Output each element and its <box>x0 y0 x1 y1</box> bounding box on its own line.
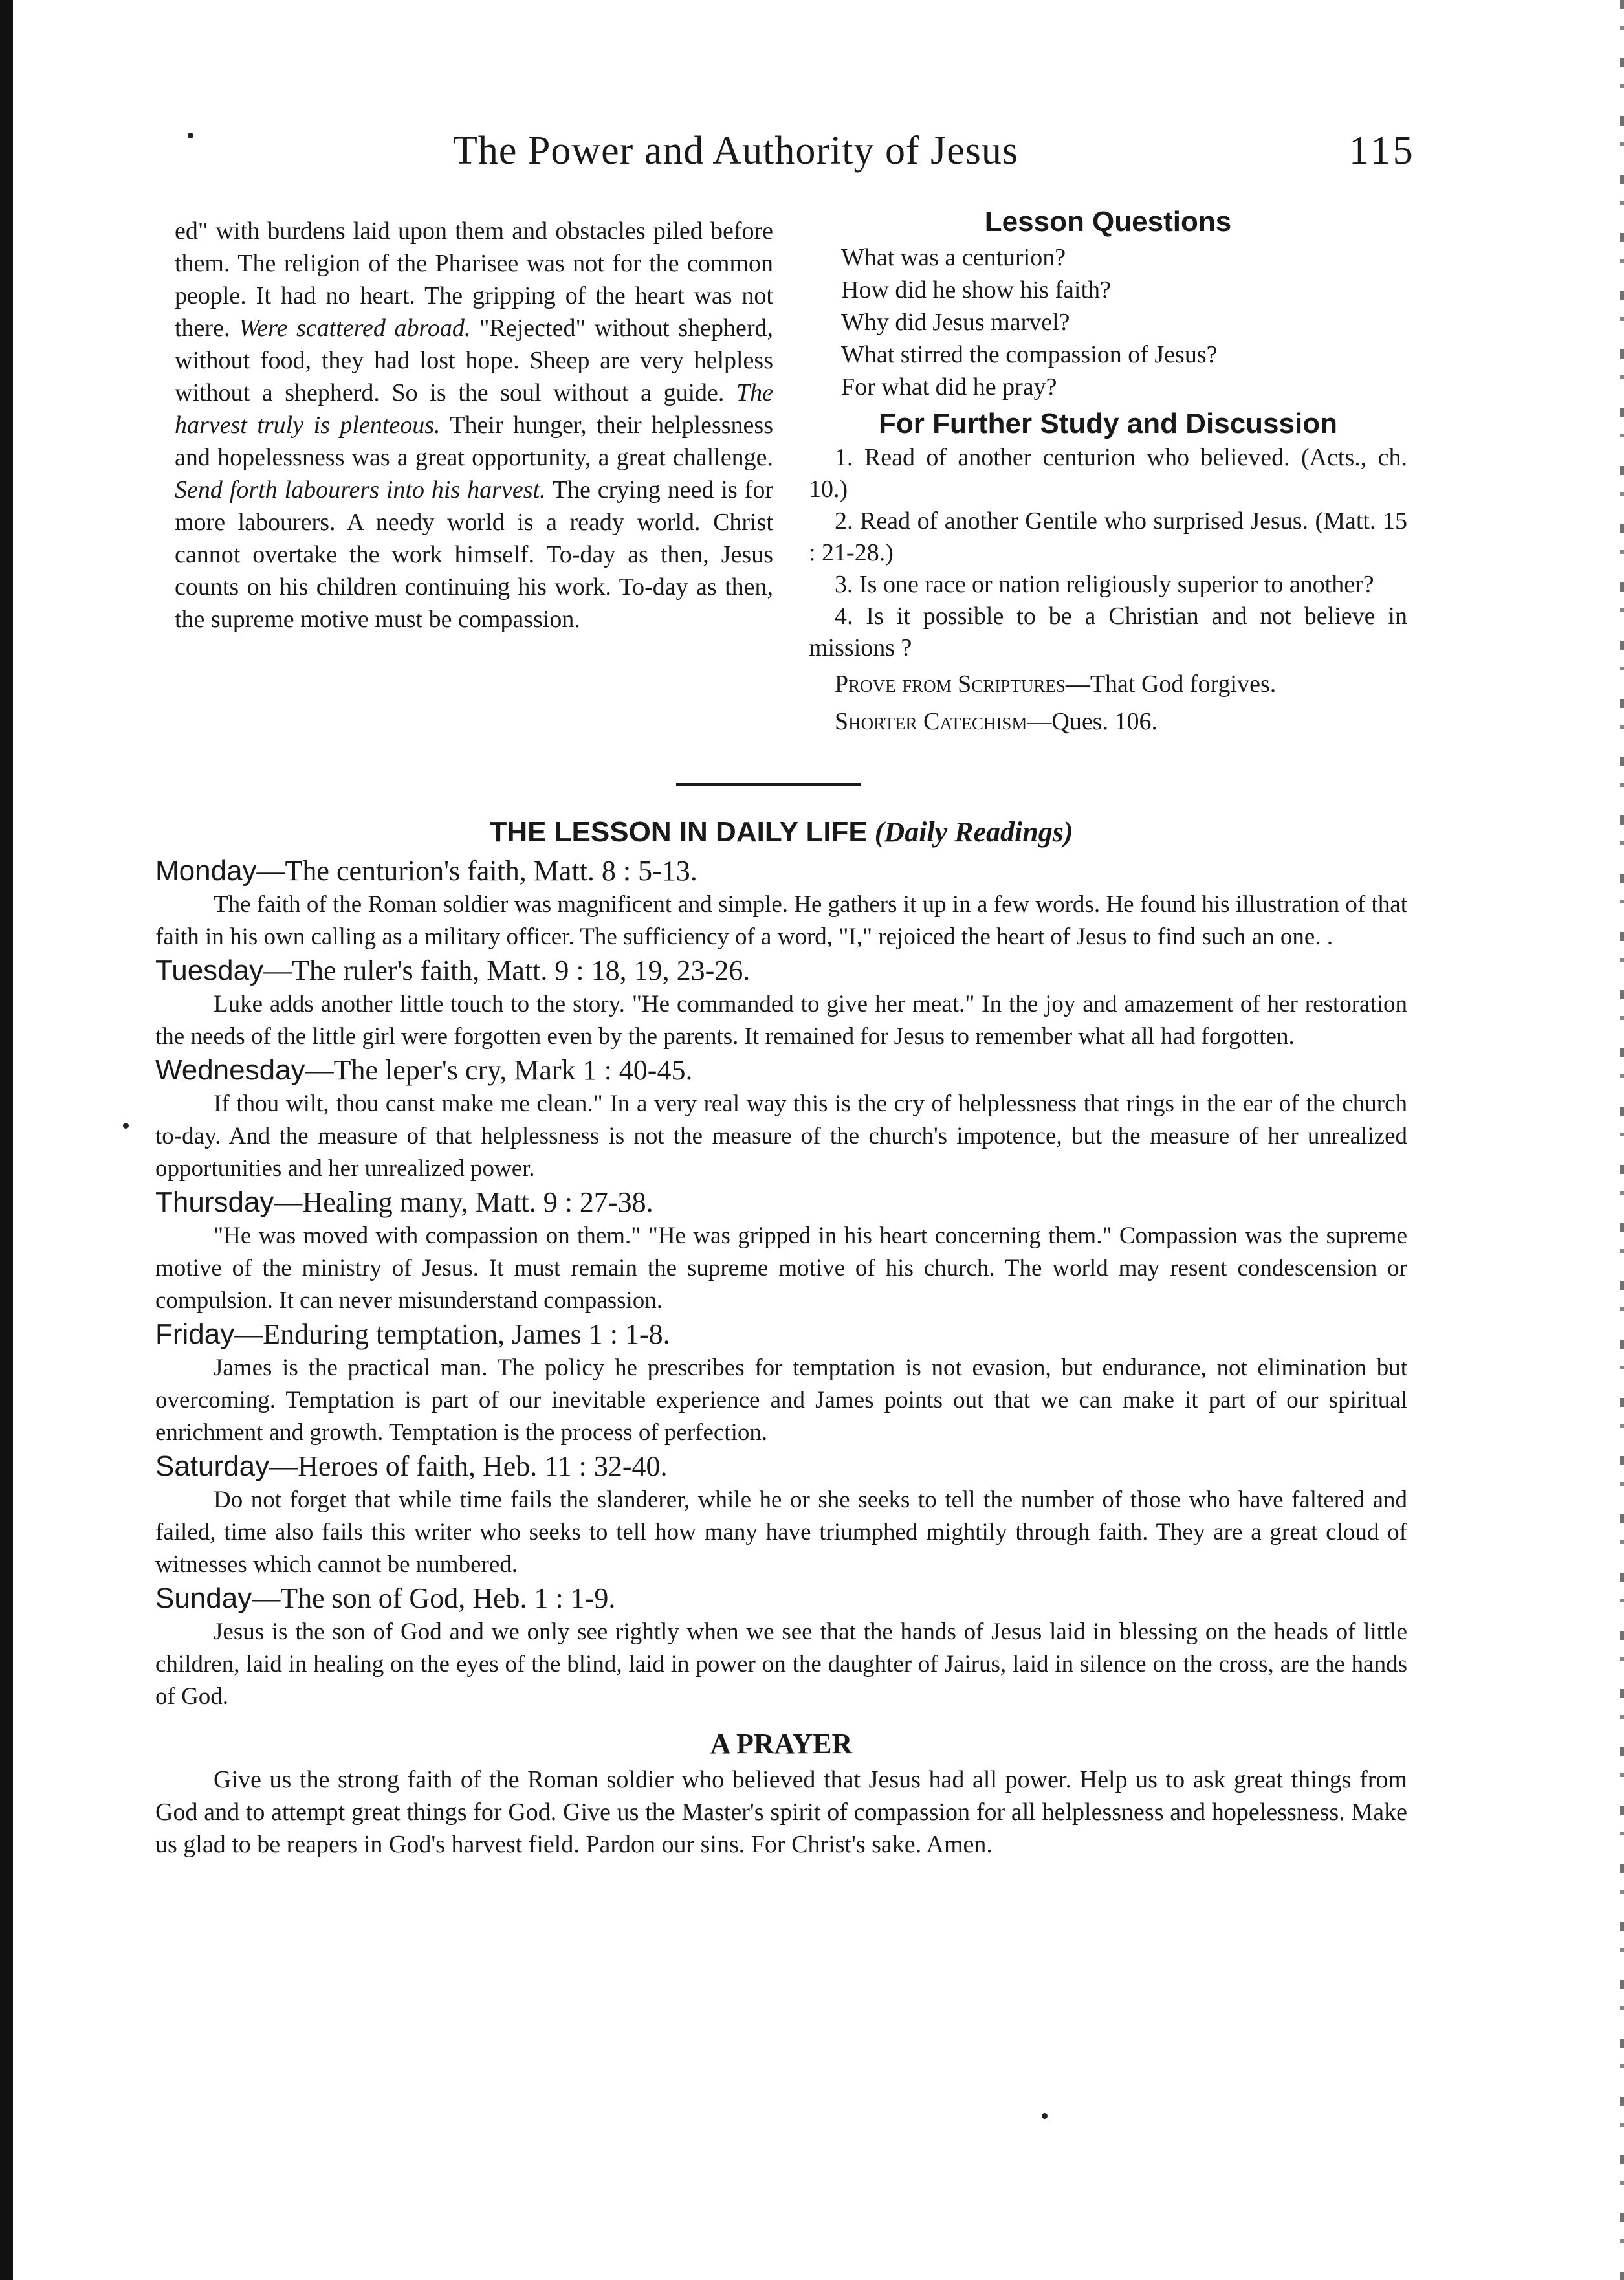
section-divider <box>676 783 861 786</box>
prayer-heading: A PRAYER <box>710 1728 853 1760</box>
catechism-text: —Ques. 106. <box>1027 708 1158 735</box>
scan-speck <box>123 1123 129 1129</box>
reading-text: Jesus is the son of God and we only see rightly when we see that the hands of Jesus laid in blessing on the heads of little children, laid in healing on the eyes of the blind, laid in power on the daughter of Jairus, laid in silence on the cross, are the hands of God. <box>155 1619 1407 1710</box>
reading-text: Luke adds another little touch to the story. "He commanded to give her meat." In the joy and amazement of her restoration the needs of the little girl were forgotten even by the parents. It remained for Jesus to remember what all had forgotten. <box>155 991 1407 1050</box>
daily-heading-main: THE LESSON IN DAILY LIFE <box>489 816 868 848</box>
lesson-questions-heading: Lesson Questions <box>984 206 1232 238</box>
reading-title <box>155 953 1407 988</box>
reading-title <box>155 1185 1407 1220</box>
reading-text: The faith of the Roman soldier was magnificent and simple. He gathers it up in a few words. He found his illustration of that faith in his own calling as a military officer. The sufficiency of a word, "I," rejoiced the heart of Jesus to find such an one. . <box>155 891 1407 950</box>
paragraph-text: "Rejected" without shepherd, without food, they had lost hope. Sheep are very helpless without a shepherd. So is the soul without a guide. <box>175 315 773 406</box>
left-column <box>175 215 773 636</box>
reading-reference: —The leper's cry, Mark 1 : 40-45. <box>305 1054 693 1086</box>
reading-title <box>155 1581 1407 1616</box>
reading-reference: —The centurion's faith, Matt. 8 : 5-13. <box>256 855 697 887</box>
reading-title <box>155 854 1407 889</box>
running-title: The Power and Authority of Jesus <box>453 129 1019 173</box>
prove-label: Prove from Scriptures <box>835 670 1066 698</box>
italic-quote: Were scattered abroad. <box>239 315 471 342</box>
reading-tuesday <box>155 953 1407 1053</box>
study-item: 2. Read of another Gentile who surprised Jesus. (Matt. 15 : 21-28.) <box>809 507 1407 566</box>
question-item: How did he show his faith? <box>841 276 1111 304</box>
prayer-text: Give us the strong faith of the Roman soldier who believed that Jesus had all power. Help us to ask great things from God and to attempt great things for God. Give us the Master's spirit of compassion for all helplessness and hopelessness. Make us glad to be reapers in God's harvest field. Pardon our sins. For Christ's sake. Amen. <box>155 1766 1407 1858</box>
question-item: What was a centurion? <box>841 244 1066 271</box>
italic-quote: The harvest truly is plenteous. <box>175 379 773 439</box>
reading-reference: —Healing many, Matt. 9 : 27-38. <box>274 1186 653 1218</box>
further-study-heading: For Further Study and Discussion <box>879 408 1337 439</box>
prove-text: —That God forgives. <box>1065 670 1277 698</box>
page-number: 115 <box>1349 129 1416 173</box>
daily-readings-heading <box>155 812 1407 852</box>
reading-saturday <box>155 1449 1407 1581</box>
study-item: 3. Is one race or nation religiously superior to another? <box>835 571 1374 598</box>
reading-friday <box>155 1317 1407 1449</box>
catechism-label: Shorter Catechism <box>835 708 1027 735</box>
study-item: 4. Is it possible to be a Christian and not believe in missions ? <box>809 603 1407 661</box>
reading-text: Do not forget that while time fails the slanderer, while he or she seeks to tell the number of those who have faltered and failed, time also fails this writer who seeks to tell how many have triumphed mightily through faith. They are a great cloud of witnesses which cannot be numbered. <box>155 1487 1407 1578</box>
lesson-questions-list <box>841 241 1407 403</box>
further-study-list <box>809 442 1407 664</box>
italic-quote: Send forth labourers into his harvest. <box>175 476 546 504</box>
daily-heading-sub: (Daily Readings) <box>874 816 1073 848</box>
reading-sunday <box>155 1581 1407 1713</box>
day-name: Wednesday <box>155 1054 305 1086</box>
reading-title <box>155 1317 1407 1352</box>
right-column <box>809 204 1407 739</box>
day-name: Tuesday <box>155 955 264 986</box>
reading-text: "He was moved with compassion on them." "He was gripped in his heart concerning them." Compassion was the supreme motive of the ministry of Jesus. It must remain the supreme motive of his church. The world may resent condescension or compulsion. It can never misunderstand compassion. <box>155 1223 1407 1314</box>
reading-text: If thou wilt, thou canst make me clean." In a very real way this is the cry of helplessness that rings in the ear of the church to-day. And the measure of that helplessness is not the measure of the church's impotence, but the measure of her unrealized opportunities and her unrealized power. <box>155 1090 1407 1182</box>
reading-monday <box>155 854 1407 953</box>
question-item: What stirred the compassion of Jesus? <box>841 341 1218 368</box>
reading-title <box>155 1053 1407 1088</box>
page-header <box>0 128 1624 180</box>
scan-speck <box>188 133 193 138</box>
reading-text: James is the practical man. The policy he prescribes for temptation is not evasion, but endurance, not elimination but overcoming. Temptation is part of our inevitable experience and James points out that we can make it part of our spiritual enrichment and growth. Temptation is the process of perfection. <box>155 1355 1407 1446</box>
reading-reference: —Heroes of faith, Heb. 11 : 32-40. <box>269 1450 668 1482</box>
day-name: Monday <box>155 855 257 887</box>
study-item: 1. Read of another centurion who believed. (Acts., ch. 10.) <box>809 444 1407 503</box>
day-name: Saturday <box>155 1450 270 1482</box>
scan-edge-shadow <box>0 0 13 2280</box>
scan-edge-right <box>1620 0 1624 2280</box>
day-name: Thursday <box>155 1186 274 1218</box>
scan-speck <box>1042 2113 1048 2119</box>
day-name: Friday <box>155 1318 235 1350</box>
reading-reference: —Enduring temptation, James 1 : 1-8. <box>234 1318 670 1350</box>
prove-from-scriptures <box>835 667 1407 702</box>
question-item: Why did Jesus marvel? <box>841 309 1070 336</box>
day-name: Sunday <box>155 1582 252 1614</box>
paragraph-text: Their hunger, their helplessness and hopelessness was a great opportunity, a great challenge. <box>175 412 774 471</box>
continuation-paragraph <box>175 215 773 636</box>
daily-readings-section <box>155 812 1407 1861</box>
reading-thursday <box>155 1185 1407 1317</box>
question-item: For what did he pray? <box>841 373 1057 401</box>
paragraph-text: The crying need is for more labourers. A needy world is a ready world. Christ cannot overtake the work himself. To-day as then, Jesus counts on his children continuing his work. To-day as then, the supreme motive must be compassion. <box>175 476 773 633</box>
paragraph-text: ed" with burdens laid upon them and obstacles piled before them. The religion of the Pharisee was not for the common people. It had no heart. The gripping of the heart was not there. <box>175 217 773 342</box>
reading-reference: —The son of God, Heb. 1 : 1-9. <box>252 1582 616 1614</box>
reading-title <box>155 1449 1407 1484</box>
reading-wednesday <box>155 1053 1407 1185</box>
shorter-catechism <box>835 704 1407 739</box>
reading-reference: —The ruler's faith, Matt. 9 : 18, 19, 23-26. <box>263 955 751 986</box>
